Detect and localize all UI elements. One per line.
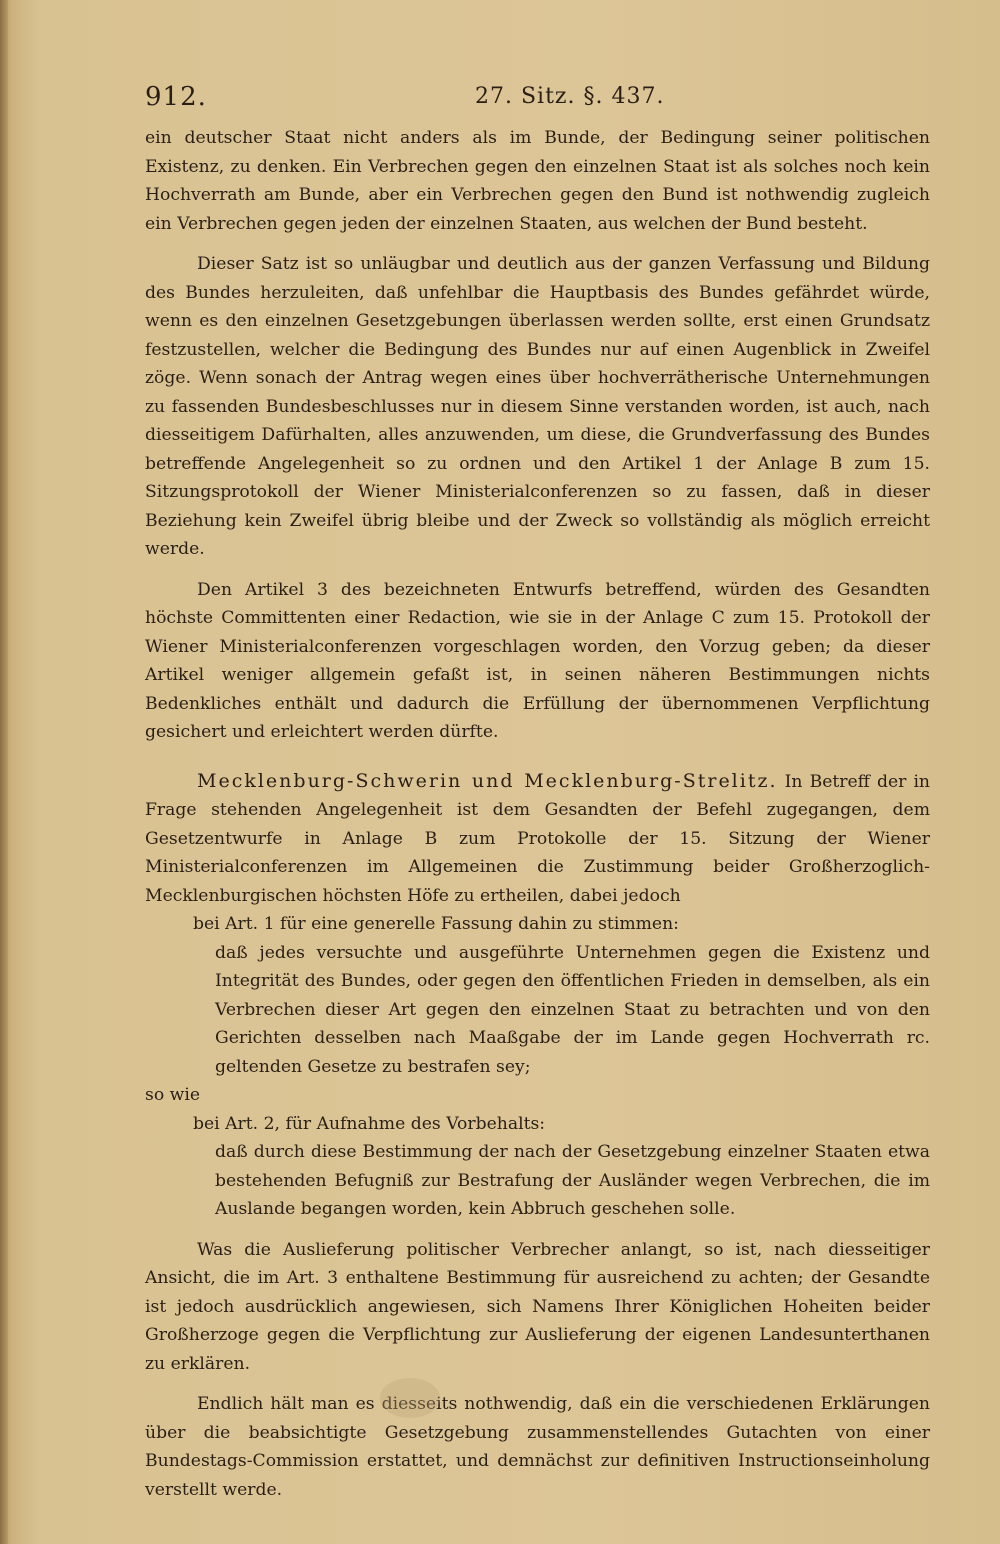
page-header [145, 82, 925, 122]
paragraph: Was die Auslieferung politischer Verbrecher anlangt, so ist, nach diesseitiger Ansicht, die im Art. 3 enthaltene Bestimmung für ausreichend zu achten; der Gesandte ist jedoch ausdrücklich angewiesen, sich Namens Ihrer Königlichen Hoheiten beider Großherzoge gegen die Verpflichtung zur Auslieferung der eigenen Landesunterthanen zu erklären. [145, 1239, 930, 1374]
page-number: 912. [145, 82, 207, 112]
list-item: bei Art. 2, für Aufnahme des Vorbehalts: [193, 1113, 546, 1134]
connector-text: so wie [145, 1085, 201, 1105]
paragraph-with-heading [145, 767, 930, 911]
list-item: bei Art. 1 für eine generelle Fassung dahin zu stimmen: [193, 914, 679, 934]
paragraph: Endlich hält man es diesseits nothwendig, daß ein die verschiedenen Erklärungen über die beabsichtigte Gesetzgebung zusammenstellendes Gutachten von einer Bundestags-Commission erstattet, und demnächst zur definitiven Instructionseinholung verstellt werde. [145, 1394, 930, 1500]
quoted-clause: daß durch diese Bestimmung der nach der Gesetzgebung einzelner Staaten etwa bestehenden Befugniß zur Bestrafung der Ausländer wegen Verbrechen, die im Auslande begangen worden, kein Abbruch geschehen solle. [215, 1142, 930, 1219]
paragraph: Dieser Satz ist so unläugbar und deutlich aus der ganzen Verfassung und Bildung des Bundes herzuleiten, daß unfehlbar die Hauptbasis des Bundes gefährdet würde, wenn es den einzelnen Gesetzgebungen überlassen werden sollte, erst einen Grundsatz festzustellen, welcher die Bedingung des Bundes nur auf einen Augenblick in Zweifel zöge. Wenn sonach der Antrag wegen eines über hochverrätherische Unternehmungen zu fassenden Bundesbeschlusses nur in diesem Sinne verstanden worden, ist auch, nach diesseitigem Dafürhalten, alles anzuwenden, um diese, die Grundverfassung des Bundes betreffende Angelegenheit so zu ordnen und den Artikel 1 der Anlage B zum 15. Sitzungsprotokoll der Wiener Ministerialconferenzen so zu fassen, daß in dieser Beziehung kein Zweifel übrig bleibe und der Zweck so vollständig als möglich erreicht werde. [145, 254, 930, 559]
ink-bleed-mark [380, 1378, 440, 1418]
section-heading: Mecklenburg-Schwerin und Mecklenburg-Strelitz. [197, 769, 778, 792]
quoted-clause: daß jedes versuchte und ausgeführte Unternehmen gegen die Existenz und Integrität des Bundes, oder gegen den öffentlichen Frieden in demselben, als ein Verbrechen dieser Art gegen den einzelnen Staat zu betrachten und von den Gerichten desselben nach Maaßgabe der im Lande gegen Hochverrath rc. geltenden Gesetze zu bestrafen sey; [215, 942, 930, 1077]
paragraph-text: In Betreff der in Frage stehenden Angelegenheit ist dem Gesandten der Befehl zugegangen, dem Gesetzentwurfe in Anlage B zum Protokolle der 15. Sitzung der Wiener Ministerialconferenzen im Allgemeinen die Zustimmung beider Großherzoglich-Mecklenburgischen höchsten Höfe zu ertheilen, dabei jedoch [145, 771, 931, 906]
paragraph: ein deutscher Staat nicht anders als im Bunde, der Bedingung seiner politischen Existenz, zu denken. Ein Verbrechen gegen den einzelnen Staat ist als solches noch kein Hochverrath am Bunde, aber ein Verbrechen gegen den Bund ist nothwendig zugleich ein Verbrechen gegen jeden der einzelnen Staaten, aus welchen der Bund besteht. [145, 128, 930, 234]
running-head: 27. Sitz. §. 437. [475, 84, 665, 109]
paragraph: Den Artikel 3 des bezeichneten Entwurfs betreffend, würden des Gesandten höchste Committenten einer Redaction, wie sie in der Anlage C zum 15. Protokoll der Wiener Ministerialconferenzen vorgeschlagen worden, den Vorzug geben; da dieser Artikel weniger allgemein gefaßt ist, in seinen näheren Bestimmungen nichts Bedenkliches enthält und dadurch die Erfüllung der übernommenen Verpflichtung gesichert und erleichtert werden dürfte. [145, 579, 930, 742]
body-text [145, 124, 930, 1504]
